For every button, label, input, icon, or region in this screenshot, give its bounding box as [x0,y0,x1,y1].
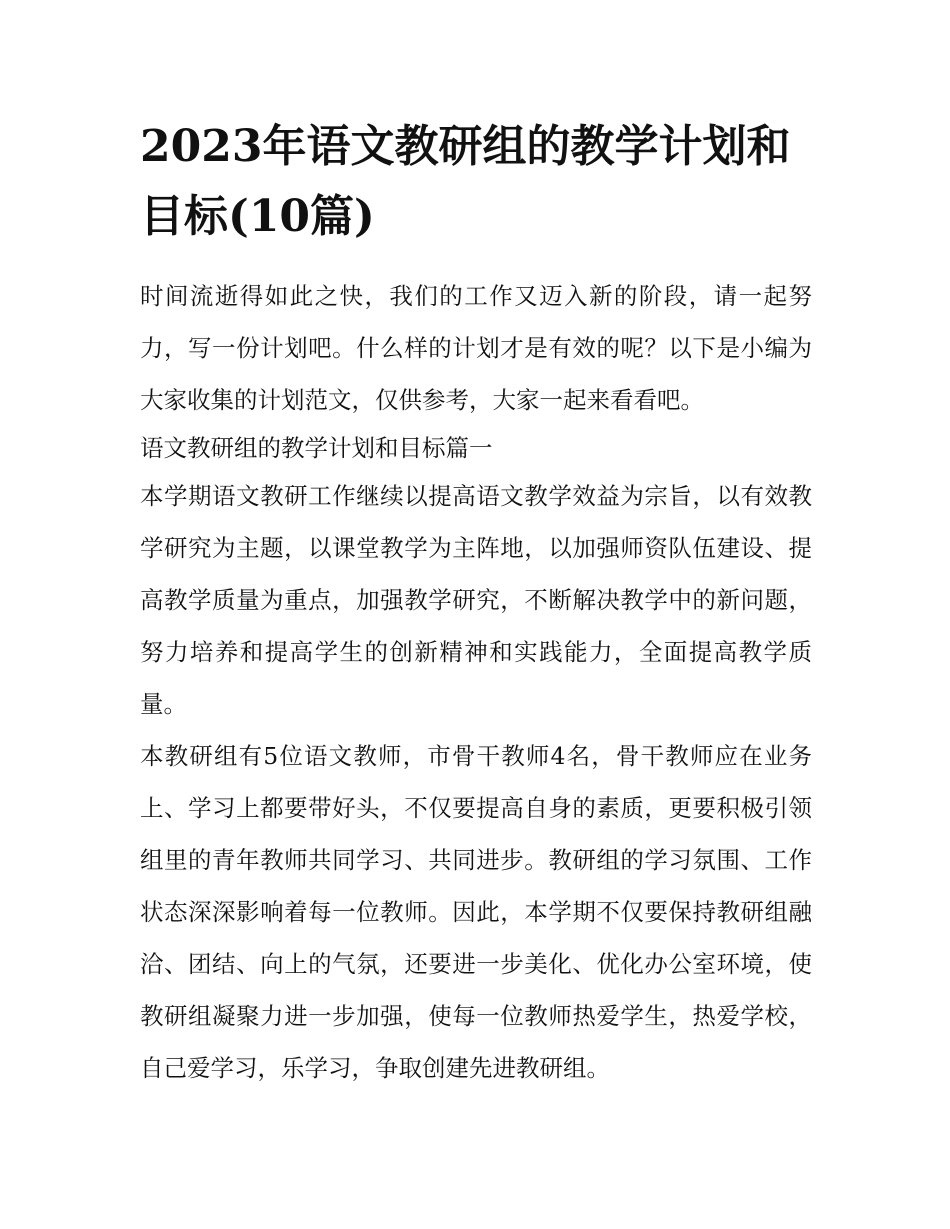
body-paragraph-1: 本学期语文教研工作继续以提高语文教学效益为宗旨，以有效教学研究为主题，以课堂教学为主阵地，以加强师资队伍建设、提高教学质量为重点，加强教学研究，不断解决教学中的新问题，努力培养和提高学生的创新精神和实践能力，全面提高教学质量。 [140,482,812,718]
document-title: 2023年语文教研组的教学计划和目标(10篇) [140,121,791,242]
body-paragraph-2: 本教研组有5位语文教师，市骨干教师4名，骨干教师应在业务上、学习上都要带好头，不仅要提高自身的素质，更要积极引领组里的青年教师共同学习、共同进步。教研组的学习氛围、工作状态深深影响着每一位教师。因此，本学期不仅要保持教研组融洽、团结、向上的气氛，还要进一步美化、优化办公室环境，使教研组凝聚力进一步加强，使每一位教师热爱学生，热爱学校，自己爱学习，乐学习，争取创建先进教研组。 [140,742,812,1082]
section-heading: 语文教研组的教学计划和目标篇一 [140,434,493,462]
document-page [140,112,812,1094]
intro-paragraph: 时间流逝得如此之快，我们的工作又迈入新的阶段，请一起努力，写一份计划吧。什么样的计划才是有效的呢？以下是小编为大家收集的计划范文，仅供参考，大家一起来看看吧。 [140,282,812,414]
